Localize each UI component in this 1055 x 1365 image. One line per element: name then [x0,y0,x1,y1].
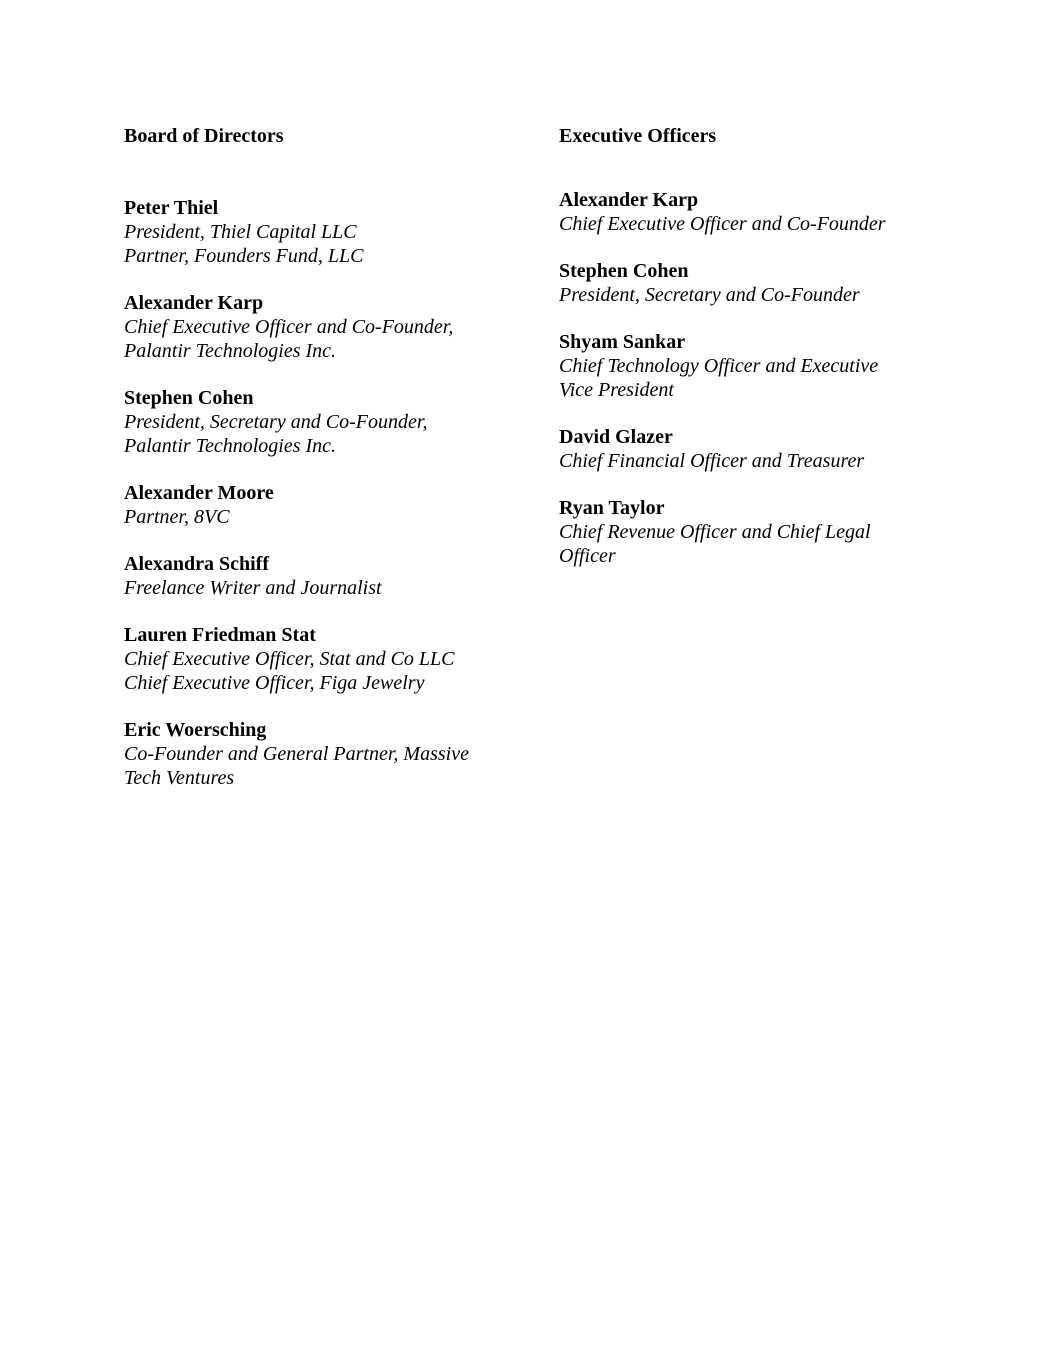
member-name: Stephen Cohen [124,387,254,409]
member-title: Tech Ventures [124,767,235,789]
member-title: Co-Founder and General Partner, Massive [124,743,469,765]
board-heading: Board of Directors [124,125,284,147]
officer-name: Shyam Sankar [559,331,686,353]
member-title: Freelance Writer and Journalist [124,577,382,599]
officer-name: Ryan Taylor [559,497,665,519]
officer-title: Chief Revenue Officer and Chief Legal [559,521,871,543]
executive-officer [559,425,959,473]
member-title: President, Thiel Capital LLC [124,221,357,243]
officer-title: Chief Financial Officer and Treasurer [559,450,865,472]
member-title: Palantir Technologies Inc. [124,340,337,362]
executives-heading: Executive Officers [559,125,717,147]
officer-name: Stephen Cohen [559,260,689,282]
member-name: Alexander Karp [124,292,264,314]
member-name: Eric Woersching [124,719,267,741]
member-title: Partner, 8VC [124,506,230,528]
member-title: President, Secretary and Co-Founder, [124,411,428,433]
executive-officer [559,259,959,307]
board-member [124,481,524,529]
officer-name: David Glazer [559,426,673,448]
board-member [124,623,524,695]
member-name: Alexander Moore [124,482,274,504]
member-title: Partner, Founders Fund, LLC [124,245,364,267]
board-member [124,386,524,458]
officer-title: Chief Technology Officer and Executive [559,355,879,377]
executive-officer [559,330,959,402]
executive-officers-column [559,124,959,591]
member-title: Chief Executive Officer and Co-Founder, [124,316,454,338]
officer-title: Vice President [559,379,674,401]
member-title: Chief Executive Officer, Figa Jewelry [124,672,425,694]
officer-title: Officer [559,545,616,567]
member-name: Peter Thiel [124,197,219,219]
executive-officer [559,188,959,236]
officer-title: Chief Executive Officer and Co-Founder [559,213,886,235]
board-member [124,552,524,600]
board-member [124,196,524,268]
officer-name: Alexander Karp [559,189,699,211]
board-of-directors-column [124,124,524,813]
executive-officer [559,496,959,568]
board-member [124,291,524,363]
board-member [124,718,524,790]
member-name: Lauren Friedman Stat [124,624,316,646]
officer-title: President, Secretary and Co-Founder [559,284,860,306]
member-title: Palantir Technologies Inc. [124,435,337,457]
member-title: Chief Executive Officer, Stat and Co LLC [124,648,455,670]
member-name: Alexandra Schiff [124,553,269,575]
